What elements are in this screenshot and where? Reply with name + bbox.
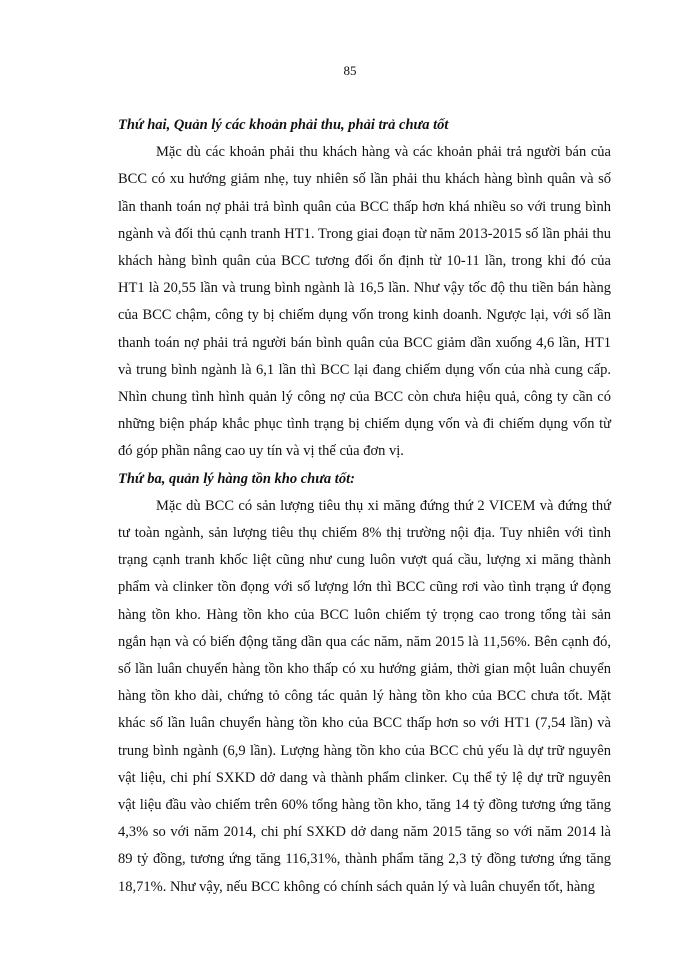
section-heading-inventory: Thứ ba, quản lý hàng tồn kho chưa tốt: [118,470,355,487]
paragraph-receivables: Mặc dù các khoản phải thu khách hàng và các khoản phải trả người bán của BCC có xu hướng giảm nhẹ, tuy nhiên số lần phải thu khách hàng bình quân và số lần thanh toán nợ phải trả bình quân của BCC thấp hơn khá nhiều so với trung bình ngành và đối thủ cạnh tranh HT1. Trong giai đoạn từ năm 2013-2015 số lần phải thu khách hàng bình quân của BCC tương đối ổn định từ 10-11 lần, trong khi đó của HT1 là 20,55 lần và trung bình ngành là 16,5 lần. Như vậy tốc độ thu tiền bán hàng của BCC chậm, công ty bị chiếm dụng vốn trong kinh doanh. Ngược lại, với số lần thanh toán nợ phải trả người bán bình quân của BCC giảm dần xuống 4,6 lần, HT1 và trung bình ngành là 6,1 lần thì BCC lại đang chiếm dụng vốn của nhà cung cấp. Nhìn chung tình hình quản lý công nợ của BCC còn chưa hiệu quả, công ty cần có những biện pháp khắc phục tình trạng bị chiếm dụng vốn và đi chiếm dụng vốn từ đó góp phần nâng cao uy tín và vị thế của đơn vị. [118,144,611,460]
section-heading-receivables: Thứ hai, Quản lý các khoản phải thu, phải trả chưa tốt [118,117,449,133]
page-number: 85 [343,63,357,78]
body-text [118,112,611,901]
paragraph-inventory: Mặc dù BCC có sản lượng tiêu thụ xi măng đứng thứ 2 VICEM và đứng thứ tư toàn ngành, sản lượng tiêu thụ chiếm 8% thị trường nội địa. Tuy nhiên với tình trạng cạnh tranh khốc liệt cũng như cung luôn vượt quá cầu, lượng xi măng thành phẩm và clinker tồn đọng với số lượng lớn thì BCC cũng rơi vào tình trạng ứ đọng hàng tồn kho. Hàng tồn kho của BCC luôn chiếm tỷ trọng cao trong tổng tài sản ngắn hạn và có biến động tăng dần qua các năm, năm 2015 là 11,56%. Bên cạnh đó, số lần luân chuyển hàng tồn kho thấp có xu hướng giảm, thời gian một luân chuyển hàng tồn kho dài, chứng tỏ công tác quản lý hàng tồn kho của BCC chưa tốt. Mặt khác số lần luân chuyển hàng tồn kho của BCC thấp hơn so với HT1 (7,54 lần) và trung bình ngành (6,9 lần). Lượng hàng tồn kho của BCC chủ yếu là dự trữ nguyên vật liệu, chi phí SXKD dở dang và thành phẩm clinker. Cụ thể tỷ lệ dự trữ nguyên vật liệu đầu vào chiếm trên 60% tổng hàng tồn kho, tăng 14 tỷ đồng tương ứng tăng 4,3% so với năm 2014, chi phí SXKD dở dang năm 2015 tăng so với năm 2014 là 89 tỷ đồng, tương ứng tăng 116,31%, thành phẩm tăng 2,3 tỷ đồng tương ứng tăng 18,71%. Như vậy, nếu BCC không có chính sách quản lý và luân chuyển tốt, hàng [118,497,611,895]
